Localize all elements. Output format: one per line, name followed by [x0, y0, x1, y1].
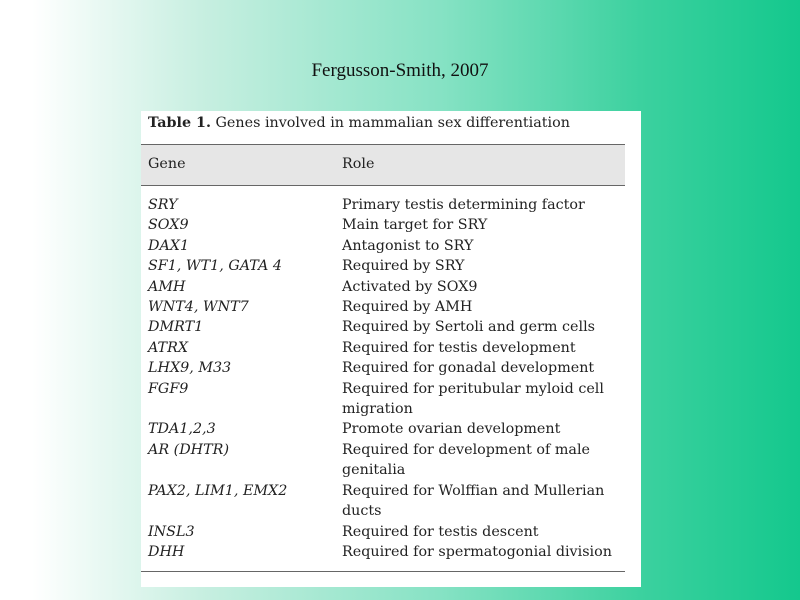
citation-title: Fergusson-Smith, 2007: [311, 60, 489, 81]
role-cell: Antagonist to SRY: [342, 237, 474, 254]
role-cell: Primary testis determining factor: [342, 197, 585, 213]
table-title: [148, 115, 570, 131]
gene-cell: SF1, WT1, GATA 4: [148, 258, 282, 275]
table-row: [141, 195, 625, 215]
role-cell: Required for spermatogonial division: [342, 543, 612, 560]
table-row: [141, 542, 625, 562]
genes-table: [141, 111, 641, 587]
table-bottom-rule: [141, 571, 625, 572]
gene-cell: DMRT1: [148, 319, 204, 336]
role-cell: Required by Sertoli and germ cells: [342, 319, 595, 336]
role-cell: Required for Wolffian and Mullerian ducts: [342, 482, 605, 520]
role-cell: Required by SRY: [342, 258, 465, 275]
gene-cell: WNT4, WNT7: [148, 299, 249, 316]
table-row: [141, 256, 625, 276]
table-row: [141, 215, 625, 235]
role-cell: Required for peritubular myloid cell migration: [342, 380, 604, 418]
column-header-gene: Gene: [148, 156, 186, 172]
table-row: [141, 297, 625, 317]
role-cell: Required by AMH: [342, 299, 473, 316]
gene-cell: ATRX: [148, 339, 189, 356]
gene-cell: SOX9: [148, 217, 189, 234]
table-row: [141, 236, 625, 256]
table-row: [141, 317, 625, 337]
gene-cell: FGF9: [148, 380, 189, 397]
column-header-role: Role: [342, 156, 375, 172]
gene-cell: SRY: [148, 197, 178, 213]
table-row: [141, 379, 625, 420]
table-body: [141, 195, 625, 562]
role-cell: Required for testis descent: [342, 523, 539, 540]
role-cell: Activated by SOX9: [342, 278, 478, 295]
table-row: [141, 440, 625, 481]
role-cell: Required for gonadal development: [342, 360, 595, 377]
gene-cell: AR (DHTR): [148, 441, 230, 458]
table-row: [141, 419, 625, 439]
table-row: [141, 522, 625, 542]
gene-cell: AMH: [148, 278, 186, 295]
gene-cell: TDA1,2,3: [148, 421, 216, 438]
gene-cell: INSL3: [148, 523, 195, 540]
table-header-rule: [141, 185, 625, 186]
table-header: [141, 145, 625, 185]
table-row: [141, 358, 625, 378]
role-cell: Required for testis development: [342, 339, 576, 356]
gene-cell: DHH: [148, 543, 185, 560]
gene-cell: PAX2, LIM1, EMX2: [148, 482, 288, 499]
gene-cell: LHX9, M33: [148, 360, 232, 377]
gene-cell: DAX1: [148, 237, 190, 254]
role-cell: Promote ovarian development: [342, 421, 561, 438]
table-row: [141, 481, 625, 522]
table-row: [141, 338, 625, 358]
table-title-text: Genes involved in mammalian sex differentiation: [210, 115, 570, 131]
table-title-label: Table 1.: [148, 115, 211, 131]
role-cell: Required for development of male genitalia: [342, 441, 590, 479]
role-cell: Main target for SRY: [342, 217, 488, 234]
table-row: [141, 277, 625, 297]
